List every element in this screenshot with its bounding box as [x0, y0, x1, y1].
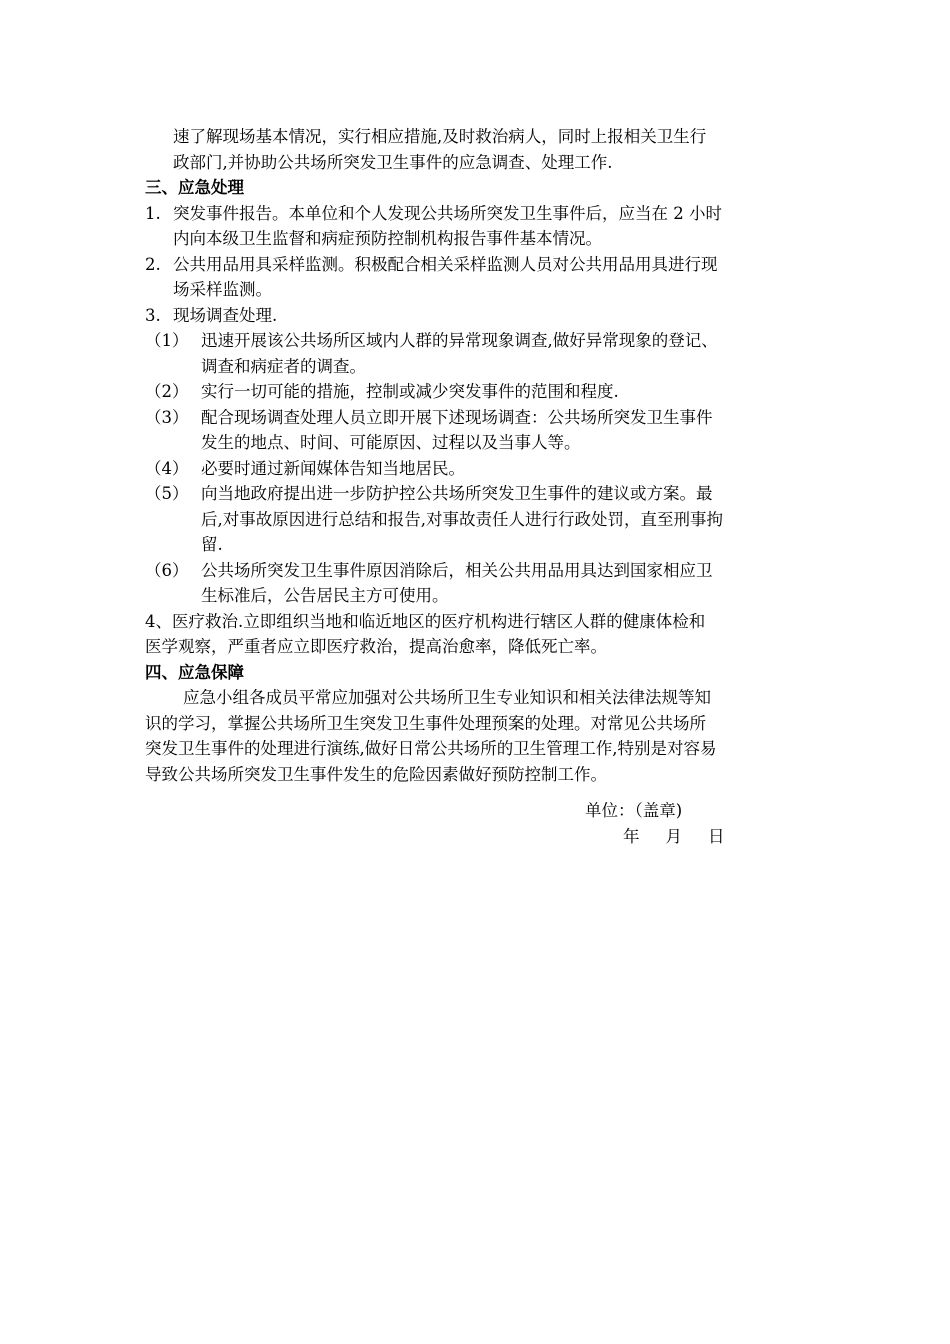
date-month-label: 月 [665, 827, 682, 846]
sub-item-3 [145, 405, 807, 431]
sub-number: （3） [145, 407, 189, 427]
sub-item-5 [145, 481, 807, 507]
list-item-1 [145, 201, 807, 227]
date-day-label: 日 [708, 827, 725, 846]
sub-item-2 [145, 379, 807, 405]
sub-number: （6） [145, 560, 189, 580]
document-body [145, 124, 807, 787]
section-4-paragraph-line-2: 识的学习，掌握公共场所卫生突发卫生事件处理预案的处理。对常见公共场所 [145, 713, 706, 733]
sub-item-4 [145, 456, 807, 482]
list-item-3 [145, 303, 807, 329]
list-item-4-line-1: 4、医疗救治.立即组织当地和临近地区的医疗机构进行辖区人群的健康体检和 [145, 611, 706, 631]
list-item-2 [145, 252, 807, 278]
sub-item-1 [145, 328, 807, 354]
sub-item-6 [145, 558, 807, 584]
sub-item-5-continuation: 后,对事故原因进行总结和报告,对事故责任人进行行政处罚，直至刑事拘 [201, 509, 723, 529]
sub-number: （4） [145, 458, 189, 478]
list-item-text: 突发事件报告。本单位和个人发现公共场所突发卫生事件后，应当在 2 小时 [173, 203, 722, 223]
list-item-2-continuation: 场采样监测。 [173, 280, 272, 299]
intro-line-2: 政部门,并协助公共场所突发卫生事件的应急调查、处理工作. [173, 152, 613, 172]
list-item-text: 现场调查处理. [173, 305, 278, 325]
signature-unit-seal: 单位：（盖章) [585, 801, 683, 820]
sub-number: （5） [145, 484, 189, 503]
sub-number: （1） [145, 331, 189, 350]
sub-item-text: 迅速开展该公共场所区域内人群的异常现象调查,做好异常现象的登记、 [201, 331, 718, 350]
sub-item-text: 实行一切可能的措施，控制或减少突发事件的范围和程度. [201, 382, 619, 401]
sub-item-text: 公共场所突发卫生事件原因消除后，相关公共用品用具达到国家相应卫 [201, 560, 713, 580]
list-item-1-continuation: 内向本级卫生监督和病症预防控制机构报告事件基本情况。 [173, 229, 602, 248]
section-3-heading: 三、应急处理 [145, 178, 244, 197]
sub-item-text: 配合现场调查处理人员立即开展下述现场调查：公共场所突发卫生事件 [201, 407, 713, 427]
signature-date [623, 823, 725, 850]
date-year-label: 年 [623, 827, 640, 846]
list-number: 3. [145, 305, 161, 325]
sub-item-6-continuation: 生标准后，公告居民主方可使用。 [201, 586, 449, 605]
section-4-paragraph-line-4: 导致公共场所突发卫生事件发生的危险因素做好预防控制工作。 [145, 764, 607, 784]
sub-item-1-continuation: 调查和病症者的调查。 [201, 356, 366, 376]
section-4-heading: 四、应急保障 [145, 662, 244, 682]
sub-item-3-continuation: 发生的地点、时间、可能原因、过程以及当事人等。 [201, 433, 581, 452]
sub-item-5-continuation: 留. [201, 535, 223, 554]
section-4-paragraph-line-1: 应急小组各成员平常应加强对公共场所卫生专业知识和相关法律法规等知 [183, 688, 711, 707]
intro-line-1: 速了解现场基本情况，实行相应措施,及时救治病人，同时上报相关卫生行 [173, 127, 707, 146]
list-number: 1. [145, 203, 161, 223]
list-item-text: 公共用品用具采样监测。积极配合相关采样监测人员对公共用品用具进行现 [173, 254, 718, 274]
section-4-paragraph-line-3: 突发卫生事件的处理进行演练,做好日常公共场所的卫生管理工作,特别是对容易 [145, 739, 717, 758]
list-number: 2. [145, 254, 161, 274]
sub-item-text: 向当地政府提出进一步防护控公共场所突发卫生事件的建议或方案。最 [201, 484, 713, 503]
list-item-4-line-2: 医学观察，严重者应立即医疗救治，提高治愈率，降低死亡率。 [145, 637, 607, 656]
sub-number: （2） [145, 382, 189, 401]
sub-item-text: 必要时通过新闻媒体告知当地居民。 [201, 458, 465, 478]
